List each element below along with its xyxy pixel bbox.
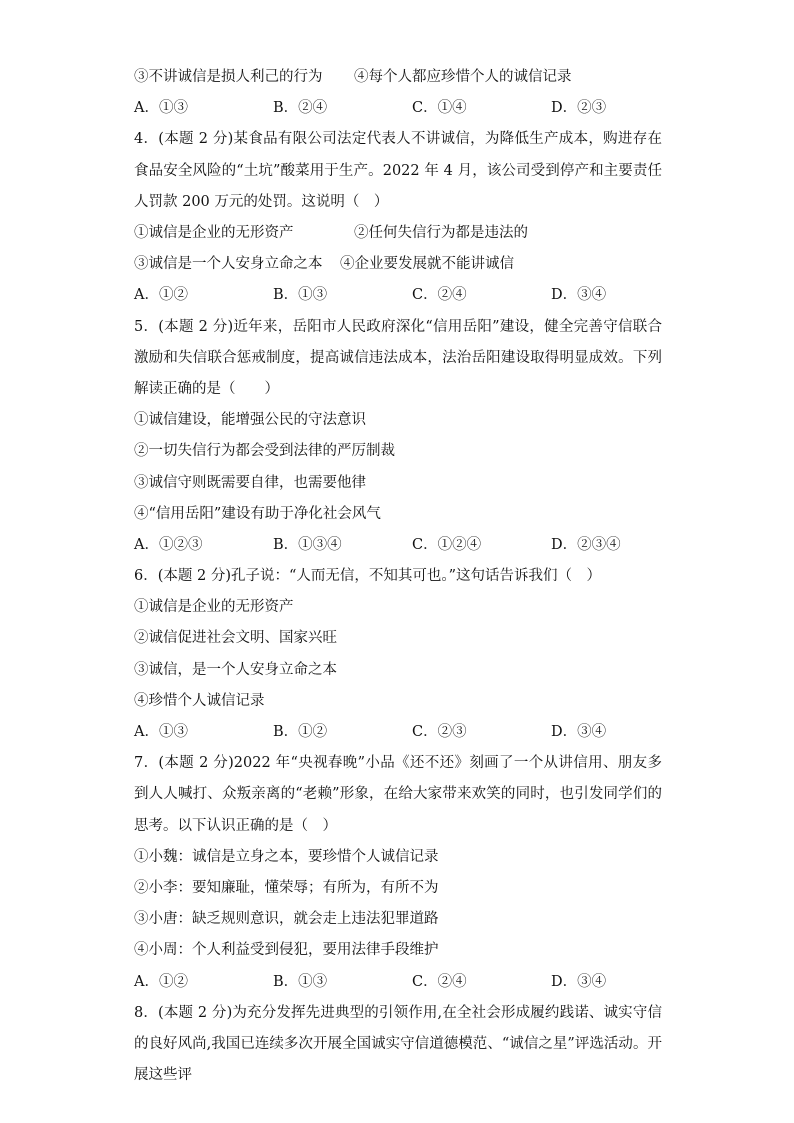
question-stem: 4．(本题 2 分)某食品有限公司法定代表人不讲诚信，为降低生产成本，购进存在食品安全风险的“土坑”酸菜用于生产。2022 年 4 月，该公司受到停产和主要责任人罚款 200 万元的处罚。这说明（ ）	[134, 131, 662, 210]
answer-options	[134, 280, 662, 311]
statement: ①诚信是企业的无形资产	[134, 599, 294, 616]
question-stem: 5．(本题 2 分)近年来，岳阳市人民政府深化“信用岳阳”建设，健全完善守信联合激励和失信联合惩戒制度，提高诚信违法成本，法治岳阳建设取得明显成效。下列解读正确的是（ ）	[134, 318, 662, 397]
statement: ④每个人都应珍惜个人的诚信记录	[354, 69, 572, 85]
statement: ④“信用岳阳”建设有助于净化社会风气	[134, 505, 381, 522]
option-a[interactable]: A．①③	[134, 100, 188, 117]
option-b[interactable]: B．①③④	[273, 536, 342, 553]
statement: ②小李：要知廉耻，懂荣辱；有所为，有所不为	[134, 880, 439, 897]
option-c[interactable]: C．①④	[412, 100, 467, 117]
statement-pair	[134, 62, 662, 93]
answer-options	[134, 967, 662, 998]
question-stem: 7．(本题 2 分)2022 年“央视春晚”小品《还不还》刻画了一个从讲信用、朋友多到人人喊打、众叛亲离的“老赖”形象，在给大家带来欢笑的同时，也引发同学们的思考。以下认识正确的是（ ）	[134, 755, 662, 834]
option-a[interactable]: A．①②③	[134, 536, 203, 553]
statement: ③诚信守则既需要自律，也需要他律	[134, 474, 366, 491]
statement: ①诚信是企业的无形资产	[134, 224, 294, 241]
statement-pair	[134, 218, 662, 249]
option-c[interactable]: C．①②④	[412, 536, 482, 553]
option-a[interactable]: A．①③	[134, 724, 188, 741]
statement: ③诚信，是一个人安身立命之本	[134, 661, 337, 678]
option-d[interactable]: D．②③④	[551, 536, 621, 553]
statement: ③不讲诚信是损人利己的行为	[134, 69, 323, 85]
statement: ①小魏：诚信是立身之本，要珍惜个人诚信记录	[134, 848, 439, 865]
option-b[interactable]: B．①③	[273, 287, 328, 304]
option-c[interactable]: C．②③	[412, 724, 467, 741]
statement: ②诚信促进社会文明、国家兴旺	[134, 630, 337, 647]
statement: ③小唐：缺乏规则意识，就会走上违法犯罪道路	[134, 911, 439, 928]
statement: ①诚信建设，能增强公民的守法意识	[134, 412, 366, 429]
option-a[interactable]: A．①②	[134, 287, 188, 304]
answer-options	[134, 93, 662, 124]
answer-options	[134, 530, 662, 561]
option-a[interactable]: A．①②	[134, 973, 188, 990]
answer-options	[134, 717, 662, 748]
exam-page	[134, 62, 662, 1091]
statement: ②一切失信行为都会受到法律的严厉制裁	[134, 443, 395, 460]
question-stem: 8．(本题 2 分)为充分发挥先进典型的引领作用,在全社会形成履约践诺、诚实守信的良好风尚,我国已连续多次开展全国诚实守信道德模范、“诚信之星”评选活动。开展这些评	[134, 1004, 662, 1084]
option-c[interactable]: C．②④	[412, 287, 467, 304]
option-b[interactable]: B．①②	[273, 724, 328, 741]
option-d[interactable]: D．③④	[551, 724, 607, 741]
statement: ④小周：个人利益受到侵犯，要用法律手段维护	[134, 942, 439, 959]
option-d[interactable]: D．③④	[551, 973, 607, 990]
statement: ④企业要发展就不能讲诚信	[340, 256, 514, 273]
statement: ③诚信是一个人安身立命之本	[134, 256, 323, 273]
statement: ②任何失信行为都是违法的	[354, 224, 528, 241]
option-b[interactable]: B．②④	[273, 100, 328, 117]
question-stem: 6．(本题 2 分)孔子说：“人而无信，不知其可也。”这句话告诉我们（ ）	[134, 568, 602, 585]
statement: ④珍惜个人诚信记录	[134, 692, 265, 709]
statement-pair	[134, 249, 662, 280]
option-d[interactable]: D．③④	[551, 287, 607, 304]
option-c[interactable]: C．②④	[412, 973, 467, 990]
option-b[interactable]: B．①③	[273, 973, 328, 990]
option-d[interactable]: D．②③	[551, 100, 607, 117]
